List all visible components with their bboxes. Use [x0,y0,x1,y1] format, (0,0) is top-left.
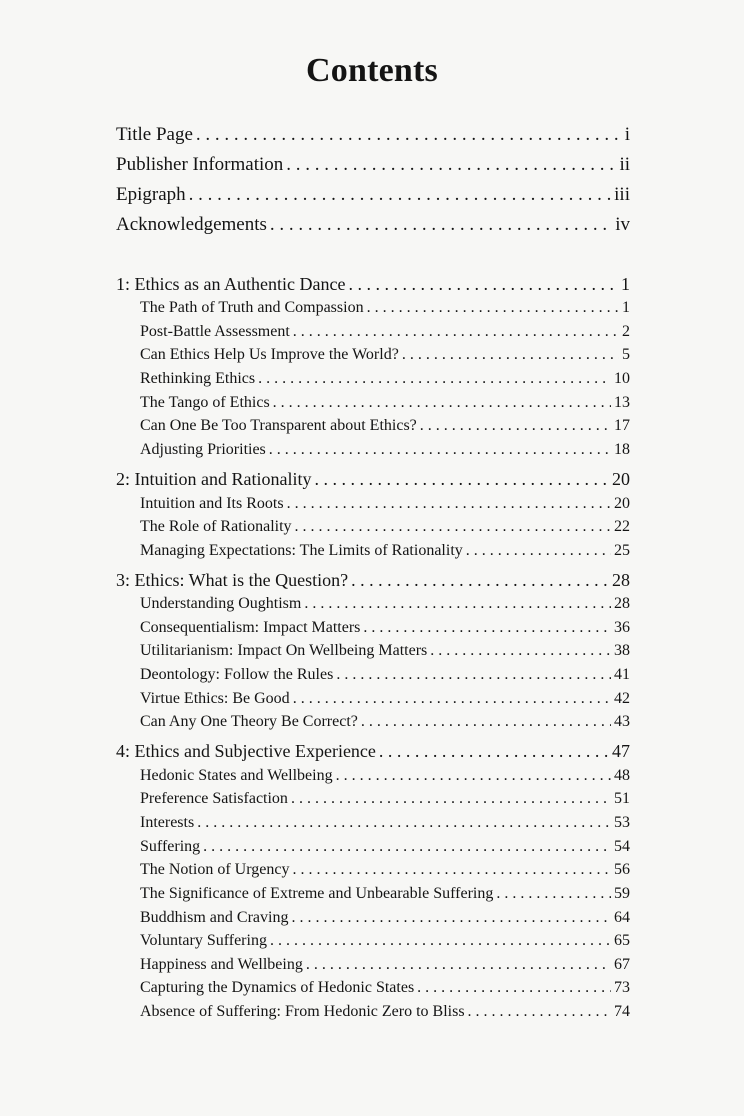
toc-page-number: 28 [614,595,630,612]
toc-entry-front[interactable] [116,124,630,146]
toc-section-entry[interactable] [140,417,630,435]
toc-entry-front[interactable] [116,214,630,236]
toc-entry-label: Happiness and Wellbeing [140,956,303,973]
toc-page-number: 74 [614,1003,630,1020]
toc-section-entry[interactable] [140,956,630,974]
toc-section-entry[interactable] [140,885,630,903]
toc-chapter-entry[interactable] [116,570,630,591]
dot-leader [197,814,611,832]
toc-entry-label: 3: Ethics: What is the Question? [116,570,349,590]
toc-chapter-entry[interactable] [116,274,630,295]
toc-entry-label: Publisher Information [116,154,284,175]
toc-section-entry[interactable] [140,909,630,927]
toc-page-number: 65 [614,932,630,949]
dot-leader [287,495,611,513]
toc-entry-label: Can One Be Too Transparent about Ethics? [140,417,417,434]
toc-entry-label: Post-Battle Assessment [140,323,290,340]
toc-page-number: 67 [614,956,630,973]
toc-section-entry[interactable] [140,619,630,637]
dot-leader [258,370,611,388]
toc-page-number: 25 [614,542,630,559]
toc-entry-label: Intuition and Its Roots [140,495,284,512]
dot-leader [430,642,611,660]
dot-leader [295,518,611,536]
dot-leader [336,666,611,684]
toc-page-number: 10 [614,370,630,387]
toc-entry-label: Preference Satisfaction [140,790,288,807]
toc-section-entry[interactable] [140,713,630,731]
toc-page-number: 56 [614,861,630,878]
toc-page-number: ii [619,154,630,175]
toc-page-number: 73 [614,979,630,996]
dot-leader [196,124,622,146]
toc-entry-label: The Tango of Ethics [140,394,270,411]
toc-page-number: 36 [614,619,630,636]
toc-section-entry[interactable] [140,518,630,536]
dot-leader [203,838,611,856]
dot-leader [402,346,619,364]
toc-entry-label: Absence of Suffering: From Hedonic Zero to Bliss [140,1003,465,1020]
dot-leader [351,570,609,591]
dot-leader [189,184,612,206]
toc-page-number: 22 [614,518,630,535]
toc-entry-label: Capturing the Dynamics of Hedonic States [140,979,415,996]
toc-section-entry[interactable] [140,346,630,364]
toc-page-number: 41 [614,666,630,683]
toc-page-number: 54 [614,838,630,855]
toc-page-number: 53 [614,814,630,831]
toc-entry-label: 4: Ethics and Subjective Experience [116,741,376,761]
dot-leader [336,767,611,785]
dot-leader [367,299,619,317]
dot-leader [286,154,616,176]
toc-section-entry[interactable] [140,979,630,997]
toc-entry-front[interactable] [116,154,630,176]
toc-entry-label: Understanding Oughtism [140,595,302,612]
page-title: Contents [306,52,438,89]
dot-leader [273,394,611,412]
toc-entry-label: Hedonic States and Wellbeing [140,767,333,784]
toc-section-entry[interactable] [140,542,630,560]
toc-page-number: 48 [614,767,630,784]
toc-section-entry[interactable] [140,299,630,317]
dot-leader [291,790,611,808]
toc-entry-label: Epigraph [116,184,186,205]
dot-leader [270,214,612,236]
toc-section-entry[interactable] [140,441,630,459]
dot-leader [293,323,619,341]
toc-page-number: 51 [614,790,630,807]
toc-page-number: 42 [614,690,630,707]
dot-leader [466,542,611,560]
toc-page-number: 17 [614,417,630,434]
toc-section-entry[interactable] [140,495,630,513]
toc-entry-label: Managing Expectations: The Limits of Rationality [140,542,463,559]
toc-entry-label: Interests [140,814,195,831]
toc-page-number: iii [614,184,630,205]
dot-leader [306,956,611,974]
toc-entry-label: The Notion of Urgency [140,861,290,878]
toc-section-entry[interactable] [140,394,630,412]
toc-entry-label: Title Page [116,124,193,145]
dot-leader [468,1003,611,1021]
toc-page-number: iv [615,214,630,235]
toc-section-entry[interactable] [140,861,630,879]
toc-section-entry[interactable] [140,642,630,660]
toc-entry-label: 2: Intuition and Rationality [116,469,312,489]
toc-page-number: 20 [614,495,630,512]
toc-page-number: 64 [614,909,630,926]
toc-entry-label: Buddhism and Craving [140,909,289,926]
toc-chapter-entry[interactable] [116,469,630,490]
toc-page-number: 38 [614,642,630,659]
dot-leader [304,595,611,613]
toc-page-number: 20 [612,469,630,489]
toc-section-entry[interactable] [140,370,630,388]
toc-entry-label: Utilitarianism: Impact On Wellbeing Matters [140,642,428,659]
toc-section-entry[interactable] [140,323,630,341]
toc-page-number: 5 [622,346,630,363]
dot-leader [361,713,611,731]
toc-entry-label: Consequentialism: Impact Matters [140,619,361,636]
toc-section-entry[interactable] [140,814,630,832]
toc-page-number: 1 [622,299,630,316]
toc-entry-label: The Significance of Extreme and Unbearable Suffering [140,885,494,902]
toc-entry-label: The Path of Truth and Compassion [140,299,364,316]
toc-section-entry[interactable] [140,666,630,684]
toc-page-number: 43 [614,713,630,730]
toc-chapter-entry[interactable] [116,741,630,762]
dot-leader [269,441,611,459]
toc-entry-label: Suffering [140,838,201,855]
toc-page-number: 1 [621,274,630,294]
toc-entry-front[interactable] [116,184,630,206]
toc-page-number: 2 [622,323,630,340]
dot-leader [270,932,611,950]
toc-page-number: 47 [612,741,630,761]
toc-entry-label: Voluntary Suffering [140,932,267,949]
dot-leader [314,469,609,490]
toc-entry-label: The Role of Rationality [140,518,292,535]
toc-page-number: i [624,124,630,145]
toc-page-number: 13 [614,394,630,411]
dot-leader [348,274,618,295]
dot-leader [293,690,611,708]
dot-leader [496,885,611,903]
toc-entry-label: Rethinking Ethics [140,370,256,387]
dot-leader [291,909,611,927]
toc-entry-label: Virtue Ethics: Be Good [140,690,290,707]
dot-leader [363,619,611,637]
toc-section-entry[interactable] [140,838,630,856]
toc-entry-label: Can Ethics Help Us Improve the World? [140,346,399,363]
toc-page-number: 59 [614,885,630,902]
toc-entry-label: Adjusting Priorities [140,441,266,458]
dot-leader [417,979,611,997]
toc-entry-label: 1: Ethics as an Authentic Dance [116,274,346,294]
toc-section-entry[interactable] [140,767,630,785]
toc-entry-label: Deontology: Follow the Rules [140,666,334,683]
toc-entry-label: Acknowledgements [116,214,267,235]
dot-leader [292,861,611,879]
toc-section-entry[interactable] [140,595,630,613]
toc-entry-label: Can Any One Theory Be Correct? [140,713,358,730]
dot-leader [379,741,609,762]
toc-page-number: 28 [612,570,630,590]
toc-section-entry[interactable] [140,932,630,950]
toc-section-entry[interactable] [140,690,630,708]
toc-section-entry[interactable] [140,1003,630,1021]
toc-section-entry[interactable] [140,790,630,808]
toc-page-number: 18 [614,441,630,458]
dot-leader [420,417,611,435]
